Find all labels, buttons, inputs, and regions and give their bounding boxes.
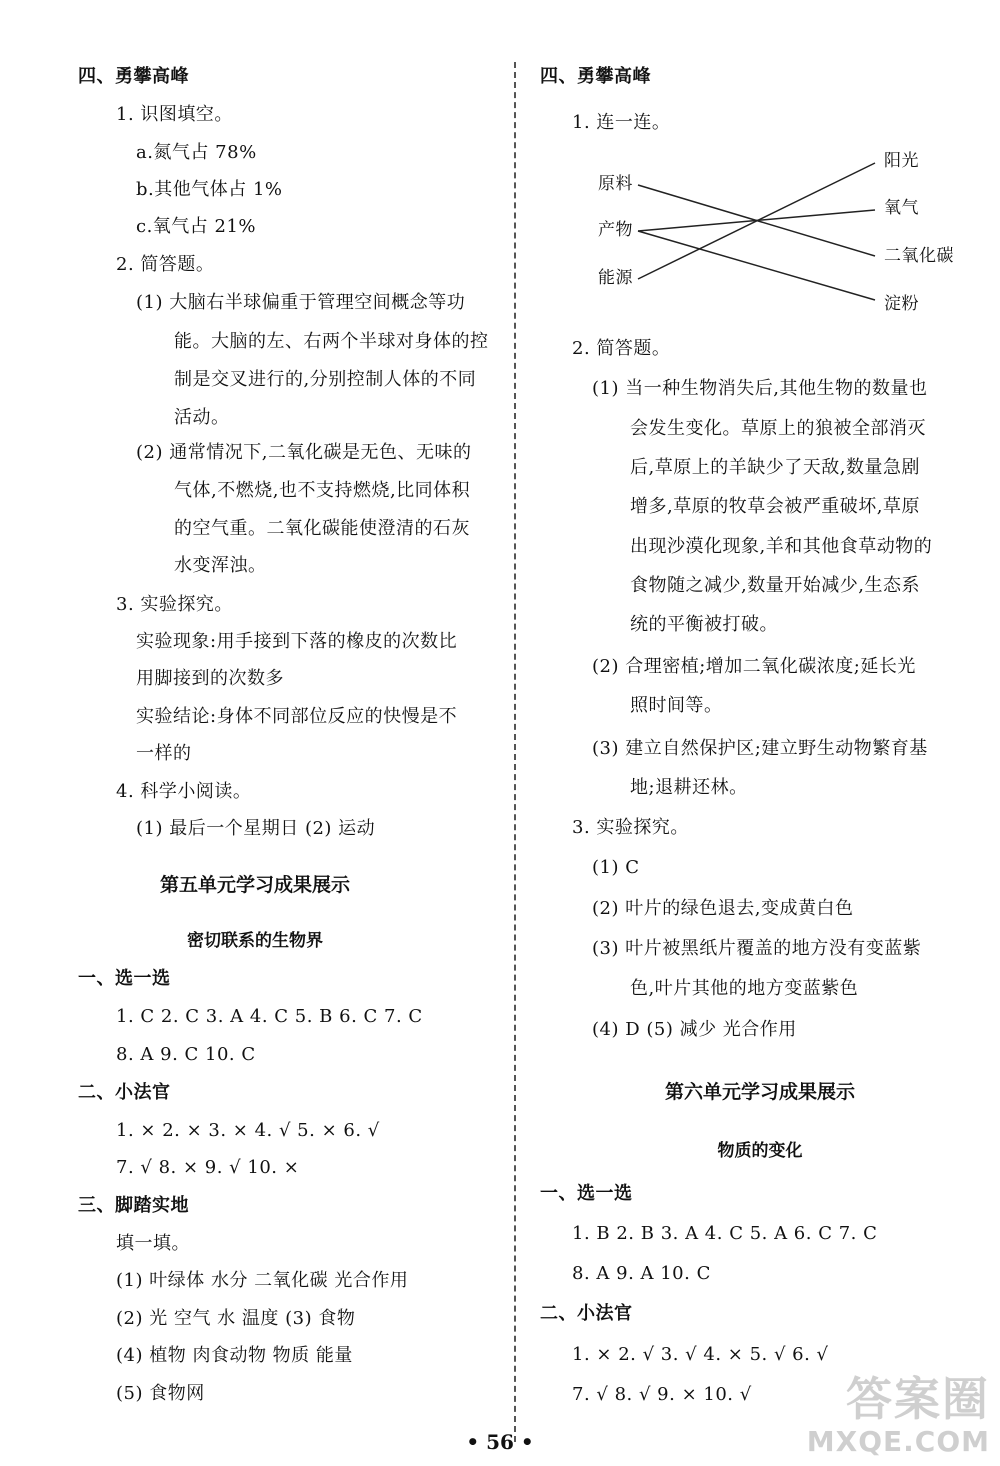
answer-line: 一样的 xyxy=(136,743,192,764)
answer-line: (1) 当一种生物消失后,其他生物的数量也 xyxy=(592,378,928,399)
answer-line: 1. B 2. B 3. A 4. C 5. A 6. C 7. C xyxy=(572,1223,878,1244)
matching-lines xyxy=(520,0,1000,340)
section-heading: 三、脚踏实地 xyxy=(78,1195,189,1216)
section-heading: 四、勇攀高峰 xyxy=(78,66,189,87)
answer-line: 用脚接到的次数多 xyxy=(136,668,284,689)
unit-subtitle: 密切联系的生物界 xyxy=(187,931,323,951)
column-divider xyxy=(514,62,516,1442)
section-heading: 二、小法官 xyxy=(78,1082,171,1103)
answer-line: 统的平衡被打破。 xyxy=(630,614,778,635)
answer-line: (1) 大脑右半球偏重于管理空间概念等功 xyxy=(136,292,466,313)
answer-line: b.其他气体占 1% xyxy=(136,179,283,200)
answer-line: c.氧气占 21% xyxy=(136,216,257,237)
answer-line: (1) 叶绿体 水分 二氧化碳 光合作用 xyxy=(116,1270,409,1291)
answer-line: 色,叶片其他的地方变蓝紫色 xyxy=(630,978,859,999)
answer-line: 水变浑浊。 xyxy=(174,555,267,576)
answer-line: 增多,草原的牧草会被严重破坏,草原 xyxy=(630,496,920,517)
answer-line: (4) D (5) 减少 光合作用 xyxy=(592,1019,797,1040)
answer-line: 出现沙漠化现象,羊和其他食草动物的 xyxy=(630,536,933,557)
answer-line: 会发生变化。草原上的狼被全部消灭 xyxy=(630,418,926,439)
answer-line: (1) 最后一个星期日 (2) 运动 xyxy=(136,818,376,839)
question-title: 1. 连一连。 xyxy=(572,112,671,133)
answer-line: 地;退耕还林。 xyxy=(630,777,748,798)
answer-line: (2) 通常情况下,二氧化碳是无色、无味的 xyxy=(136,442,472,463)
watermark-url: MXQE.COM xyxy=(806,1425,990,1458)
match-left-item: 原料 xyxy=(598,174,633,194)
match-left-item: 能源 xyxy=(598,268,633,288)
answer-line: 8. A 9. C 10. C xyxy=(116,1044,256,1065)
answer-line: 7. √ 8. × 9. √ 10. × xyxy=(116,1157,300,1178)
answer-line: 制是交叉进行的,分别控制人体的不同 xyxy=(174,369,477,390)
question-title: 1. 识图填空。 xyxy=(116,104,233,125)
match-left-item: 产物 xyxy=(598,220,633,240)
unit-title: 第五单元学习成果展示 xyxy=(159,874,350,896)
answer-line: 能。大脑的左、右两个半球对身体的控 xyxy=(174,331,489,352)
section-heading: 二、小法官 xyxy=(540,1303,633,1324)
answer-line: a.氮气占 78% xyxy=(136,142,257,163)
match-line xyxy=(638,163,875,279)
answer-line: 1. × 2. × 3. × 4. √ 5. × 6. √ xyxy=(116,1120,380,1141)
match-right-item: 氧气 xyxy=(884,198,919,218)
section-heading: 一、选一选 xyxy=(78,968,171,989)
answer-line: 7. √ 8. √ 9. × 10. √ xyxy=(572,1384,752,1405)
question-title: 4. 科学小阅读。 xyxy=(116,781,252,802)
answer-line: 1. × 2. √ 3. √ 4. × 5. √ 6. √ xyxy=(572,1344,829,1365)
unit-title: 第六单元学习成果展示 xyxy=(664,1081,855,1103)
match-right-item: 阳光 xyxy=(884,151,919,171)
matching-diagram xyxy=(520,0,1000,340)
answer-line: 食物随之减少,数量开始减少,生态系 xyxy=(630,575,920,596)
unit-subtitle: 物质的变化 xyxy=(717,1141,803,1161)
match-right-item: 二氧化碳 xyxy=(884,246,954,266)
answer-line: 活动。 xyxy=(174,407,230,428)
answer-line: 后,草原上的羊缺少了天敌,数量急剧 xyxy=(630,457,920,478)
answer-line: (3) 叶片被黑纸片覆盖的地方没有变蓝紫 xyxy=(592,938,922,959)
answer-line: 照时间等。 xyxy=(630,695,723,716)
answer-line: 的空气重。二氧化碳能使澄清的石灰 xyxy=(174,518,470,539)
answer-line: (4) 植物 肉食动物 物质 能量 xyxy=(116,1345,353,1366)
match-line xyxy=(638,231,875,300)
watermark-title: 答案圈 xyxy=(846,1372,990,1426)
answer-line: (2) 叶片的绿色退去,变成黄白色 xyxy=(592,898,854,919)
question-title: 2. 简答题。 xyxy=(572,338,671,359)
question-title: 2. 简答题。 xyxy=(116,254,215,275)
answer-line: (2) 合理密植;增加二氧化碳浓度;延长光 xyxy=(592,656,916,677)
answer-line: (1) C xyxy=(592,857,640,878)
answer-line: 填一填。 xyxy=(116,1233,190,1254)
answer-line: 1. C 2. C 3. A 4. C 5. B 6. C 7. C xyxy=(116,1006,423,1027)
answer-line: (5) 食物网 xyxy=(116,1383,205,1404)
question-title: 3. 实验探究。 xyxy=(572,817,689,838)
answer-line: 8. A 9. A 10. C xyxy=(572,1263,711,1284)
page-number: • 56 • xyxy=(466,1430,534,1454)
answer-line: 实验结论:身体不同部位反应的快慢是不 xyxy=(136,706,458,727)
watermark-logo xyxy=(806,1363,990,1458)
section-heading: 四、勇攀高峰 xyxy=(540,66,651,87)
answer-line: (3) 建立自然保护区;建立野生动物繁育基 xyxy=(592,738,928,759)
match-right-item: 淀粉 xyxy=(884,294,919,314)
section-heading: 一、选一选 xyxy=(540,1183,633,1204)
answer-line: (2) 光 空气 水 温度 (3) 食物 xyxy=(116,1308,356,1329)
answer-line: 实验现象:用手接到下落的橡皮的次数比 xyxy=(136,631,458,652)
answer-line: 气体,不燃烧,也不支持燃烧,比同体积 xyxy=(174,480,471,501)
question-title: 3. 实验探究。 xyxy=(116,594,233,615)
